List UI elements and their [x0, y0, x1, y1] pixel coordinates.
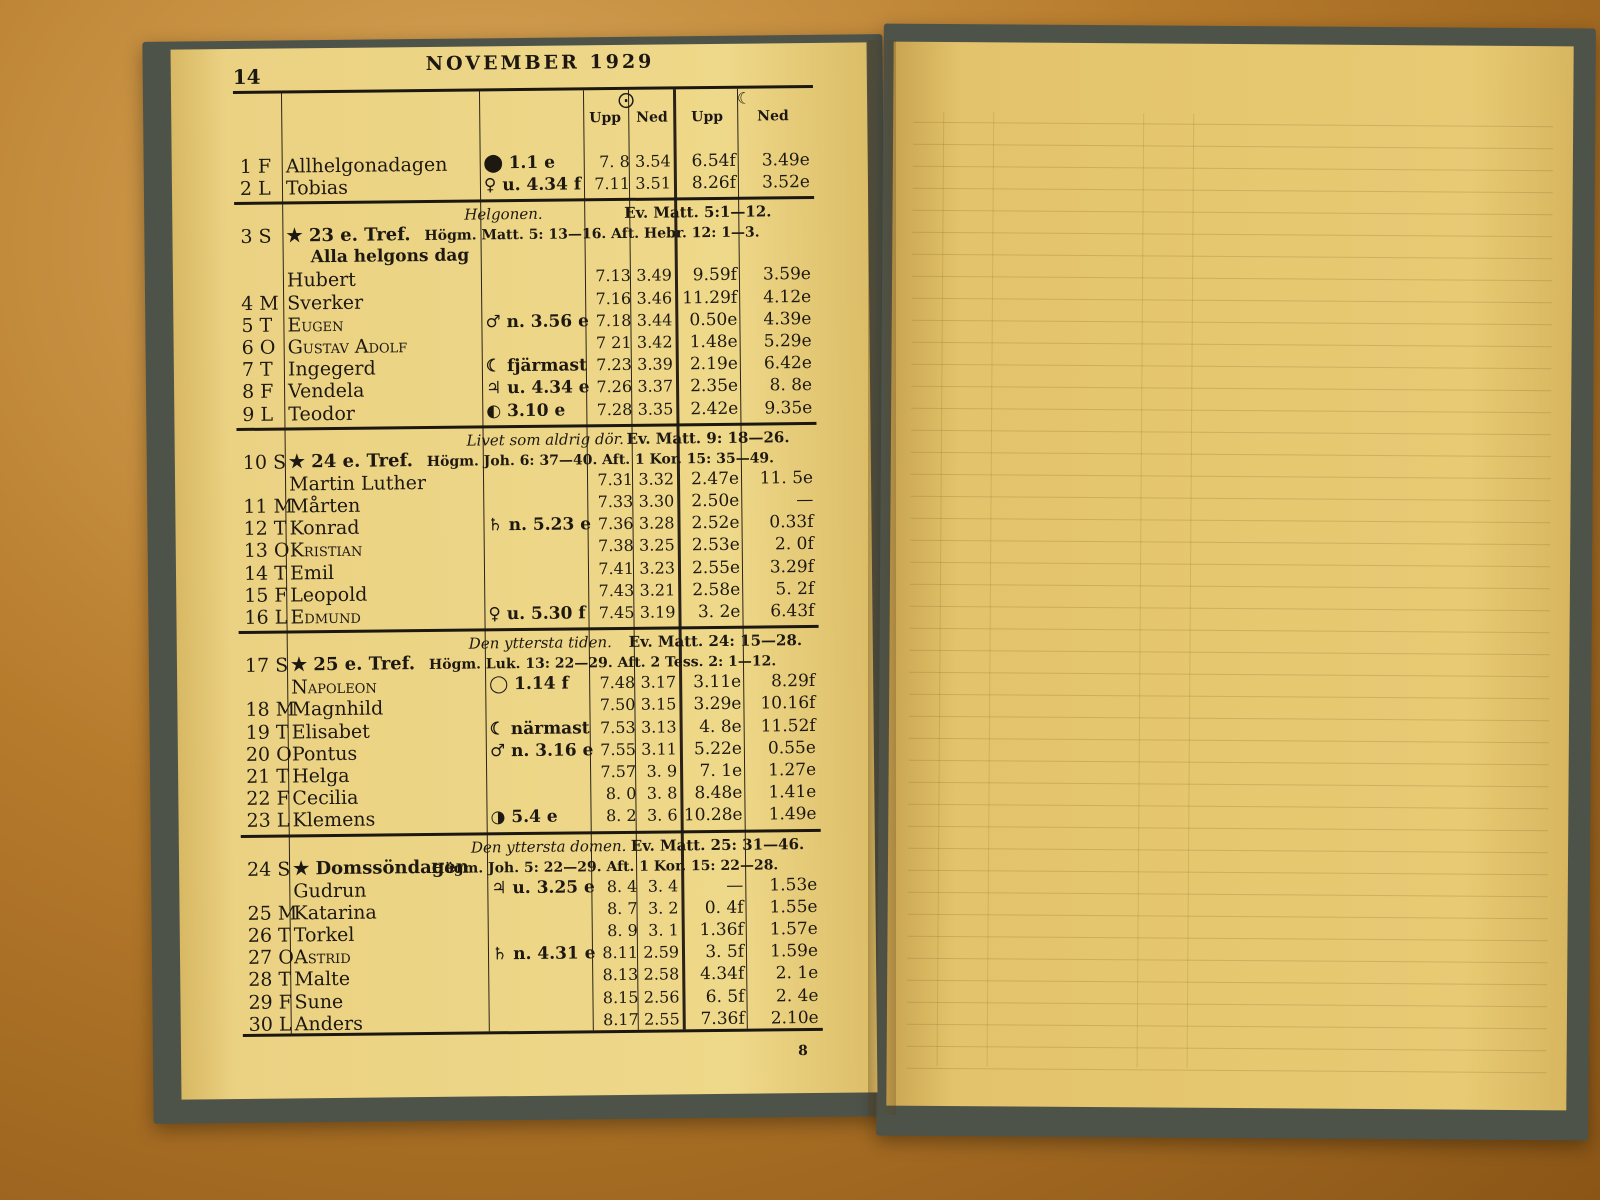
- right-page: [886, 42, 1573, 1111]
- moon-set: —: [796, 489, 814, 511]
- ruled-line: [909, 694, 1549, 699]
- ruled-line: [909, 650, 1549, 655]
- sun-set: 3. 4: [647, 875, 679, 896]
- day-label: 6 O: [241, 336, 276, 359]
- sun-rise: 7. 8: [599, 151, 630, 172]
- sun-set: 2.56: [643, 986, 680, 1007]
- day-label: 30 L: [248, 1013, 292, 1036]
- sun-set: 3.35: [637, 399, 674, 419]
- moon-rise: 2.19e: [689, 353, 738, 375]
- day-label: 26 T: [247, 924, 291, 947]
- sun-set: 3. 1: [648, 920, 679, 940]
- astronomy-note: ⬤ 1.1 e: [483, 152, 556, 174]
- sunday-theme: Livet som aldrig dör.: [466, 429, 624, 450]
- almanac-table: [233, 85, 823, 1037]
- name-day: Pontus: [291, 742, 358, 766]
- day-row: [243, 1008, 823, 1036]
- sun-rise: 8.13: [602, 965, 639, 985]
- day-label: 27 O: [247, 946, 294, 970]
- ruled-line: [911, 474, 1551, 479]
- moon-rise: 0. 4f: [704, 897, 744, 918]
- ruled-line: [911, 364, 1551, 369]
- sun-rise: 7.33: [597, 491, 634, 512]
- sunday-readings: Högm. Joh. 6: 37—40. Aft. 1 Kor. 15: 35—49.: [426, 450, 775, 470]
- sun-set: 3.54: [634, 151, 671, 171]
- astronomy-note: ◑ 5.4 e: [490, 807, 558, 828]
- ruled-line: [908, 914, 1548, 919]
- sun-rise: 8.15: [602, 987, 639, 1007]
- ruled-line: [907, 1068, 1547, 1073]
- sun-set: 3. 6: [646, 805, 678, 826]
- day-row: [236, 398, 816, 426]
- ruled-line: [912, 276, 1552, 281]
- sun-rise: 7.13: [595, 266, 632, 286]
- moon-rise: 5.22e: [693, 738, 742, 760]
- sun-rise: 8. 7: [606, 898, 638, 918]
- sun-set: 2.58: [643, 964, 680, 985]
- day-label: 12 T: [243, 517, 287, 541]
- sun-rise: 7.23: [596, 355, 632, 375]
- name-day: Helga: [292, 764, 350, 788]
- day-label: 18 M: [245, 698, 296, 722]
- sun-rise: 8. 4: [606, 876, 638, 896]
- ruled-line: [913, 122, 1553, 127]
- ruled-line: [910, 584, 1550, 589]
- sun-set: 3. 9: [646, 761, 678, 781]
- ruled-line: [913, 144, 1553, 149]
- moon-up-header: Upp: [691, 108, 724, 126]
- sun-rise: 7.28: [596, 399, 633, 419]
- name-day: Astrid: [293, 946, 351, 969]
- name-day: Martin Luther: [288, 471, 427, 496]
- sun-set: 3.21: [639, 580, 676, 600]
- ruled-line: [907, 958, 1547, 963]
- sun-set: 3.42: [636, 332, 673, 352]
- sun-set: 3.32: [638, 469, 675, 489]
- sunday-readings: Högm. Matt. 5: 13—16. Aft. Hebr. 12: 1—3.: [424, 224, 760, 245]
- sunday-theme: Den yttersta domen.: [470, 836, 627, 857]
- ruled-column: [987, 112, 995, 1066]
- day-label: 28 T: [248, 968, 292, 992]
- astronomy-note: ♀ u. 4.34 f: [483, 174, 582, 196]
- sun-set: 3.30: [638, 491, 675, 511]
- sunday-title: ★ 25 e. Tref.: [290, 653, 416, 676]
- name-day: Konrad: [289, 516, 360, 540]
- day-row: [238, 601, 818, 629]
- ruled-line: [913, 210, 1553, 215]
- sun-set: 3. 2: [647, 898, 679, 918]
- day-label: 7 T: [241, 358, 273, 382]
- day-label: 8 F: [241, 381, 274, 404]
- day-label: 25 M: [247, 902, 298, 925]
- sunday-day: 24 S: [246, 858, 291, 881]
- moon-rise: 8.48e: [694, 782, 743, 804]
- moon-set: 0.33f: [769, 512, 814, 533]
- sun-set: 3.49: [636, 265, 673, 286]
- moon-set: 11.52f: [760, 715, 816, 737]
- sunday-day: 17 S: [244, 654, 289, 678]
- ruled-line: [908, 848, 1548, 853]
- sun-set: 3.37: [637, 376, 674, 397]
- ruled-line: [912, 320, 1552, 325]
- day-label: 16 L: [244, 606, 288, 629]
- moon-set: 3.49e: [761, 149, 810, 171]
- ruled-line: [911, 452, 1551, 457]
- ruled-line: [913, 166, 1553, 171]
- name-day: Leopold: [290, 583, 368, 607]
- day-label: 29 F: [248, 991, 293, 1014]
- ruled-line: [911, 496, 1551, 501]
- name-day: Mårten: [289, 494, 361, 518]
- moon-rise: 2.42e: [690, 398, 739, 419]
- left-page: [171, 42, 878, 1099]
- ruled-line: [912, 342, 1552, 347]
- sunday-subtitle: Alla helgons dag: [310, 245, 470, 268]
- name-day: Ingegerd: [287, 357, 376, 381]
- ruled-line: [910, 518, 1550, 523]
- moon-set: 3.52e: [761, 172, 811, 193]
- moon-set: 4.12e: [763, 286, 812, 308]
- name-day: Kristian: [289, 539, 363, 562]
- moon-rise: 11.29f: [682, 287, 738, 308]
- sun-rise: 7 21: [595, 332, 632, 353]
- sun-rise: 7.43: [598, 580, 635, 601]
- ruled-line: [907, 1002, 1547, 1007]
- moon-rise: 10.28e: [683, 805, 743, 826]
- sun-rise: 7.53: [599, 717, 636, 737]
- sun-rise: 7.50: [599, 695, 636, 715]
- sun-set: 2.55: [643, 1009, 680, 1029]
- moon-rise: 4.34f: [699, 964, 745, 985]
- day-label: 4 M: [241, 292, 279, 315]
- moon-rise: —: [726, 875, 744, 896]
- ruled-line: [907, 936, 1547, 941]
- day-label: 15 F: [244, 584, 288, 607]
- day-label: 9 L: [242, 403, 274, 426]
- day-label: 21 T: [246, 765, 290, 788]
- name-day: Sune: [294, 990, 344, 1014]
- moon-rise: 9.59f: [692, 265, 738, 286]
- sunday-title: ★ Domssöndagen: [292, 856, 470, 880]
- astronomy-note: ◐ 3.10 e: [486, 400, 566, 421]
- sun-rise: 7.36: [597, 514, 634, 534]
- sunday-theme: Den yttersta tiden.: [468, 633, 612, 653]
- sun-icon: ⨀: [617, 89, 635, 109]
- sun-rise: 7.26: [596, 377, 633, 397]
- sunday-gospel: Ev. Matt. 24: 15—28.: [628, 631, 803, 652]
- day-label: 11 M: [243, 495, 294, 518]
- sunday-block: [241, 835, 821, 881]
- sun-set: 3.44: [636, 310, 673, 330]
- sunday-gospel: Ev. Matt. 9: 18—26.: [626, 428, 790, 448]
- ruled-line: [911, 430, 1551, 435]
- column-headers: [233, 88, 813, 144]
- astronomy-note: ◯ 1.14 f: [489, 673, 569, 695]
- name-day: Tobias: [285, 177, 349, 200]
- name-day: Hubert: [286, 269, 356, 292]
- moon-set: 5.29e: [763, 330, 812, 352]
- name-day: Malte: [294, 968, 351, 991]
- name-day: Gustav Adolf: [287, 335, 408, 359]
- sun-up-header: Upp: [589, 109, 622, 127]
- moon-set: 1.27e: [768, 759, 817, 781]
- sun-rise: 7.45: [598, 602, 635, 623]
- sun-rise: 7.31: [597, 469, 634, 490]
- name-day: Klemens: [292, 808, 376, 832]
- astronomy-note: ♂ n. 3.56 e: [485, 311, 589, 333]
- name-day: Vendela: [287, 380, 365, 403]
- moon-set: 6.43f: [770, 600, 815, 622]
- name-day: Gudrun: [293, 879, 367, 903]
- name-day: Katarina: [293, 901, 377, 925]
- ruled-line: [913, 188, 1553, 193]
- month-title: NOVEMBER 1929: [425, 50, 655, 76]
- moon-rise: 3.11e: [693, 671, 742, 693]
- astronomy-note: ☾ fjärmast: [485, 355, 587, 377]
- name-day: Eugen: [287, 313, 344, 337]
- moon-rise: 7.36f: [700, 1008, 745, 1029]
- name-day: Torkel: [293, 923, 355, 947]
- astronomy-note: ♄ n. 4.31 e: [491, 943, 596, 965]
- sun-set: 3.46: [636, 288, 673, 308]
- ruled-line: [909, 782, 1549, 787]
- moon-set: 2.10e: [770, 1007, 819, 1029]
- moon-rise: 6. 5f: [705, 986, 745, 1007]
- day-label: 5 T: [241, 314, 273, 337]
- moon-rise: 4. 8e: [699, 716, 742, 737]
- sun-set: 3.28: [638, 513, 675, 533]
- ruled-line: [909, 760, 1549, 765]
- moon-rise: 0.50e: [689, 309, 738, 331]
- sun-rise: 7.18: [595, 310, 632, 331]
- moon-down-header: Ned: [757, 108, 789, 125]
- sun-set: 3.13: [640, 717, 677, 737]
- sunday-title: ★ 24 e. Tref.: [288, 449, 414, 473]
- moon-set: 10.16f: [760, 693, 816, 714]
- day-row: [234, 172, 814, 200]
- moon-rise: 7. 1e: [699, 760, 743, 782]
- moon-set: 2. 1e: [775, 963, 819, 984]
- ruled-line: [911, 408, 1551, 413]
- sun-set: 3.15: [640, 694, 677, 715]
- sun-rise: 7.55: [600, 739, 636, 760]
- ruled-line: [907, 1046, 1547, 1051]
- moon-set: 1.57e: [769, 918, 818, 940]
- sun-rise: 7.16: [595, 288, 632, 308]
- moon-set: 1.41e: [768, 782, 817, 803]
- moon-set: 0.55e: [767, 737, 816, 759]
- printer-signature: 8: [797, 1043, 808, 1060]
- astronomy-note: ♂ n. 3.16 e: [489, 740, 594, 762]
- sun-set: 3.17: [640, 672, 677, 692]
- moon-set: 8. 8e: [769, 375, 813, 396]
- ruled-line: [909, 716, 1549, 721]
- ruled-line: [907, 1024, 1547, 1029]
- day-label: 13 O: [243, 539, 290, 563]
- page-number: 14: [232, 64, 261, 90]
- name-day: Magnhild: [291, 697, 384, 721]
- sunday-block: [234, 202, 814, 268]
- name-day: Sverker: [287, 291, 364, 315]
- sunday-day: 10 S: [242, 451, 287, 474]
- ruled-line: [907, 980, 1547, 985]
- day-label: 14 T: [243, 562, 288, 585]
- ruled-column: [937, 112, 945, 1066]
- day-row: [240, 804, 820, 832]
- ruled-line: [909, 738, 1549, 743]
- sunday-theme: Helgonen.: [464, 205, 543, 224]
- sun-rise: 7.38: [598, 536, 634, 556]
- moon-set: 11. 5e: [759, 467, 814, 489]
- name-day: Emil: [289, 561, 335, 585]
- name-day: Edmund: [290, 605, 361, 629]
- ruled-line: [910, 562, 1550, 567]
- moon-set: 5. 2f: [775, 578, 815, 600]
- sun-rise: 7.41: [598, 558, 635, 578]
- sunday-gospel: Ev. Matt. 25: 31—46.: [630, 834, 805, 855]
- ruled-line: [912, 298, 1552, 303]
- moon-set: 9.35e: [764, 397, 813, 419]
- sun-set: 3. 8: [646, 783, 678, 803]
- moon-set: 4.39e: [763, 308, 812, 330]
- ruled-line: [910, 628, 1550, 633]
- sun-set: 3.51: [635, 173, 672, 193]
- name-day: Elisabet: [291, 720, 370, 744]
- sun-rise: 8. 9: [607, 920, 638, 941]
- sun-set: 3.25: [639, 535, 675, 556]
- day-label: 19 T: [245, 721, 289, 744]
- sun-rise: 7.48: [599, 673, 636, 693]
- astronomy-note: ♀ u. 5.30 f: [488, 603, 586, 625]
- name-day: Napoleon: [291, 675, 377, 699]
- sun-rise: 8.17: [602, 1009, 639, 1029]
- ruled-line: [910, 606, 1550, 611]
- sunday-block: [239, 631, 819, 677]
- ruled-line: [912, 254, 1552, 259]
- sunday-day: 3 S: [240, 226, 272, 249]
- sun-rise: 8. 2: [605, 806, 637, 826]
- sunday-readings: Högm. Joh. 5: 22—29. Aft. 1 Kor. 15: 22—28.: [431, 856, 779, 877]
- sun-set: 3.23: [639, 558, 676, 578]
- moon-rise: 2.47e: [691, 468, 740, 490]
- moon-set: 1.55e: [769, 896, 818, 918]
- moon-rise: 3. 5f: [705, 941, 745, 963]
- ruled-line: [908, 892, 1548, 897]
- moon-set: 3.59e: [762, 264, 812, 285]
- book-gutter: [868, 40, 896, 1115]
- page-header: [171, 46, 867, 90]
- name-day: Cecilia: [292, 786, 359, 810]
- moon-set: 1.49e: [768, 804, 817, 825]
- sunday-gospel: Ev. Matt. 5:1—12.: [624, 202, 772, 223]
- moon-rise: 2.53e: [691, 535, 740, 556]
- ruled-column: [1137, 113, 1145, 1067]
- moon-set: 2. 0f: [774, 534, 814, 555]
- moon-set: 3.29f: [769, 556, 815, 578]
- moon-rise: 2.55e: [691, 557, 741, 578]
- moon-rise: 8.26f: [691, 172, 737, 194]
- day-label: 2 L: [239, 177, 271, 201]
- moon-rise: 6.54f: [691, 150, 736, 172]
- name-day: Allhelgonadagen: [285, 153, 448, 178]
- day-label: 23 L: [246, 809, 290, 833]
- sun-rise: 8.11: [602, 943, 639, 963]
- sun-set: 2.59: [643, 942, 680, 962]
- sunday-readings: Högm. Luk. 13: 22—29. Aft. 2 Tess. 2: 1—12.: [428, 653, 777, 674]
- sunday-title: ★ 23 e. Tref.: [286, 224, 411, 247]
- sunday-block: [237, 428, 817, 474]
- ruled-line: [908, 826, 1548, 831]
- name-day: Teodor: [288, 402, 356, 426]
- ruled-line: [908, 870, 1548, 875]
- astronomy-note: ♃ u. 4.34 e: [485, 377, 590, 399]
- moon-rise: 2.52e: [691, 512, 740, 534]
- ruled-line: [910, 540, 1550, 545]
- moon-set: 1.53e: [769, 874, 818, 896]
- ruled-line: [909, 672, 1549, 677]
- moon-rise: 2.35e: [690, 376, 739, 397]
- moon-rise: 2.50e: [691, 490, 740, 512]
- sun-rise: 8. 0: [605, 784, 637, 804]
- moon-rise: 3.29e: [693, 694, 742, 715]
- moon-set: 2. 4e: [775, 985, 819, 1006]
- sun-rise: 7.57: [600, 761, 637, 782]
- ruled-line: [912, 232, 1552, 237]
- ruled-line: [911, 386, 1551, 391]
- moon-rise: 1.48e: [689, 331, 738, 353]
- sun-set: 3.11: [641, 739, 677, 759]
- name-day: Anders: [294, 1012, 364, 1036]
- moon-rise: 2.58e: [692, 579, 741, 601]
- sun-set: 3.39: [637, 354, 673, 374]
- moon-icon: ☾: [736, 88, 752, 108]
- moon-set: 8.29f: [770, 671, 816, 692]
- moon-rise: 1.36f: [699, 919, 744, 941]
- sun-down-header: Ned: [636, 109, 668, 126]
- ruled-line: [908, 804, 1548, 809]
- moon-set: 1.59e: [769, 941, 819, 962]
- day-label: 22 F: [246, 787, 290, 811]
- moon-rise: 3. 2e: [697, 601, 741, 623]
- day-label: 1 F: [239, 155, 272, 178]
- ruled-column: [1187, 114, 1195, 1068]
- astronomy-note: ☾ närmast: [489, 717, 590, 739]
- sun-rise: 7.11: [594, 174, 631, 194]
- astronomy-note: ♃ u. 3.25 e: [491, 876, 595, 898]
- astronomy-note: ♄ n. 5.23 e: [487, 514, 592, 536]
- day-label: 20 O: [245, 743, 292, 766]
- moon-set: 6.42e: [763, 353, 812, 374]
- sun-set: 3.19: [639, 602, 676, 622]
